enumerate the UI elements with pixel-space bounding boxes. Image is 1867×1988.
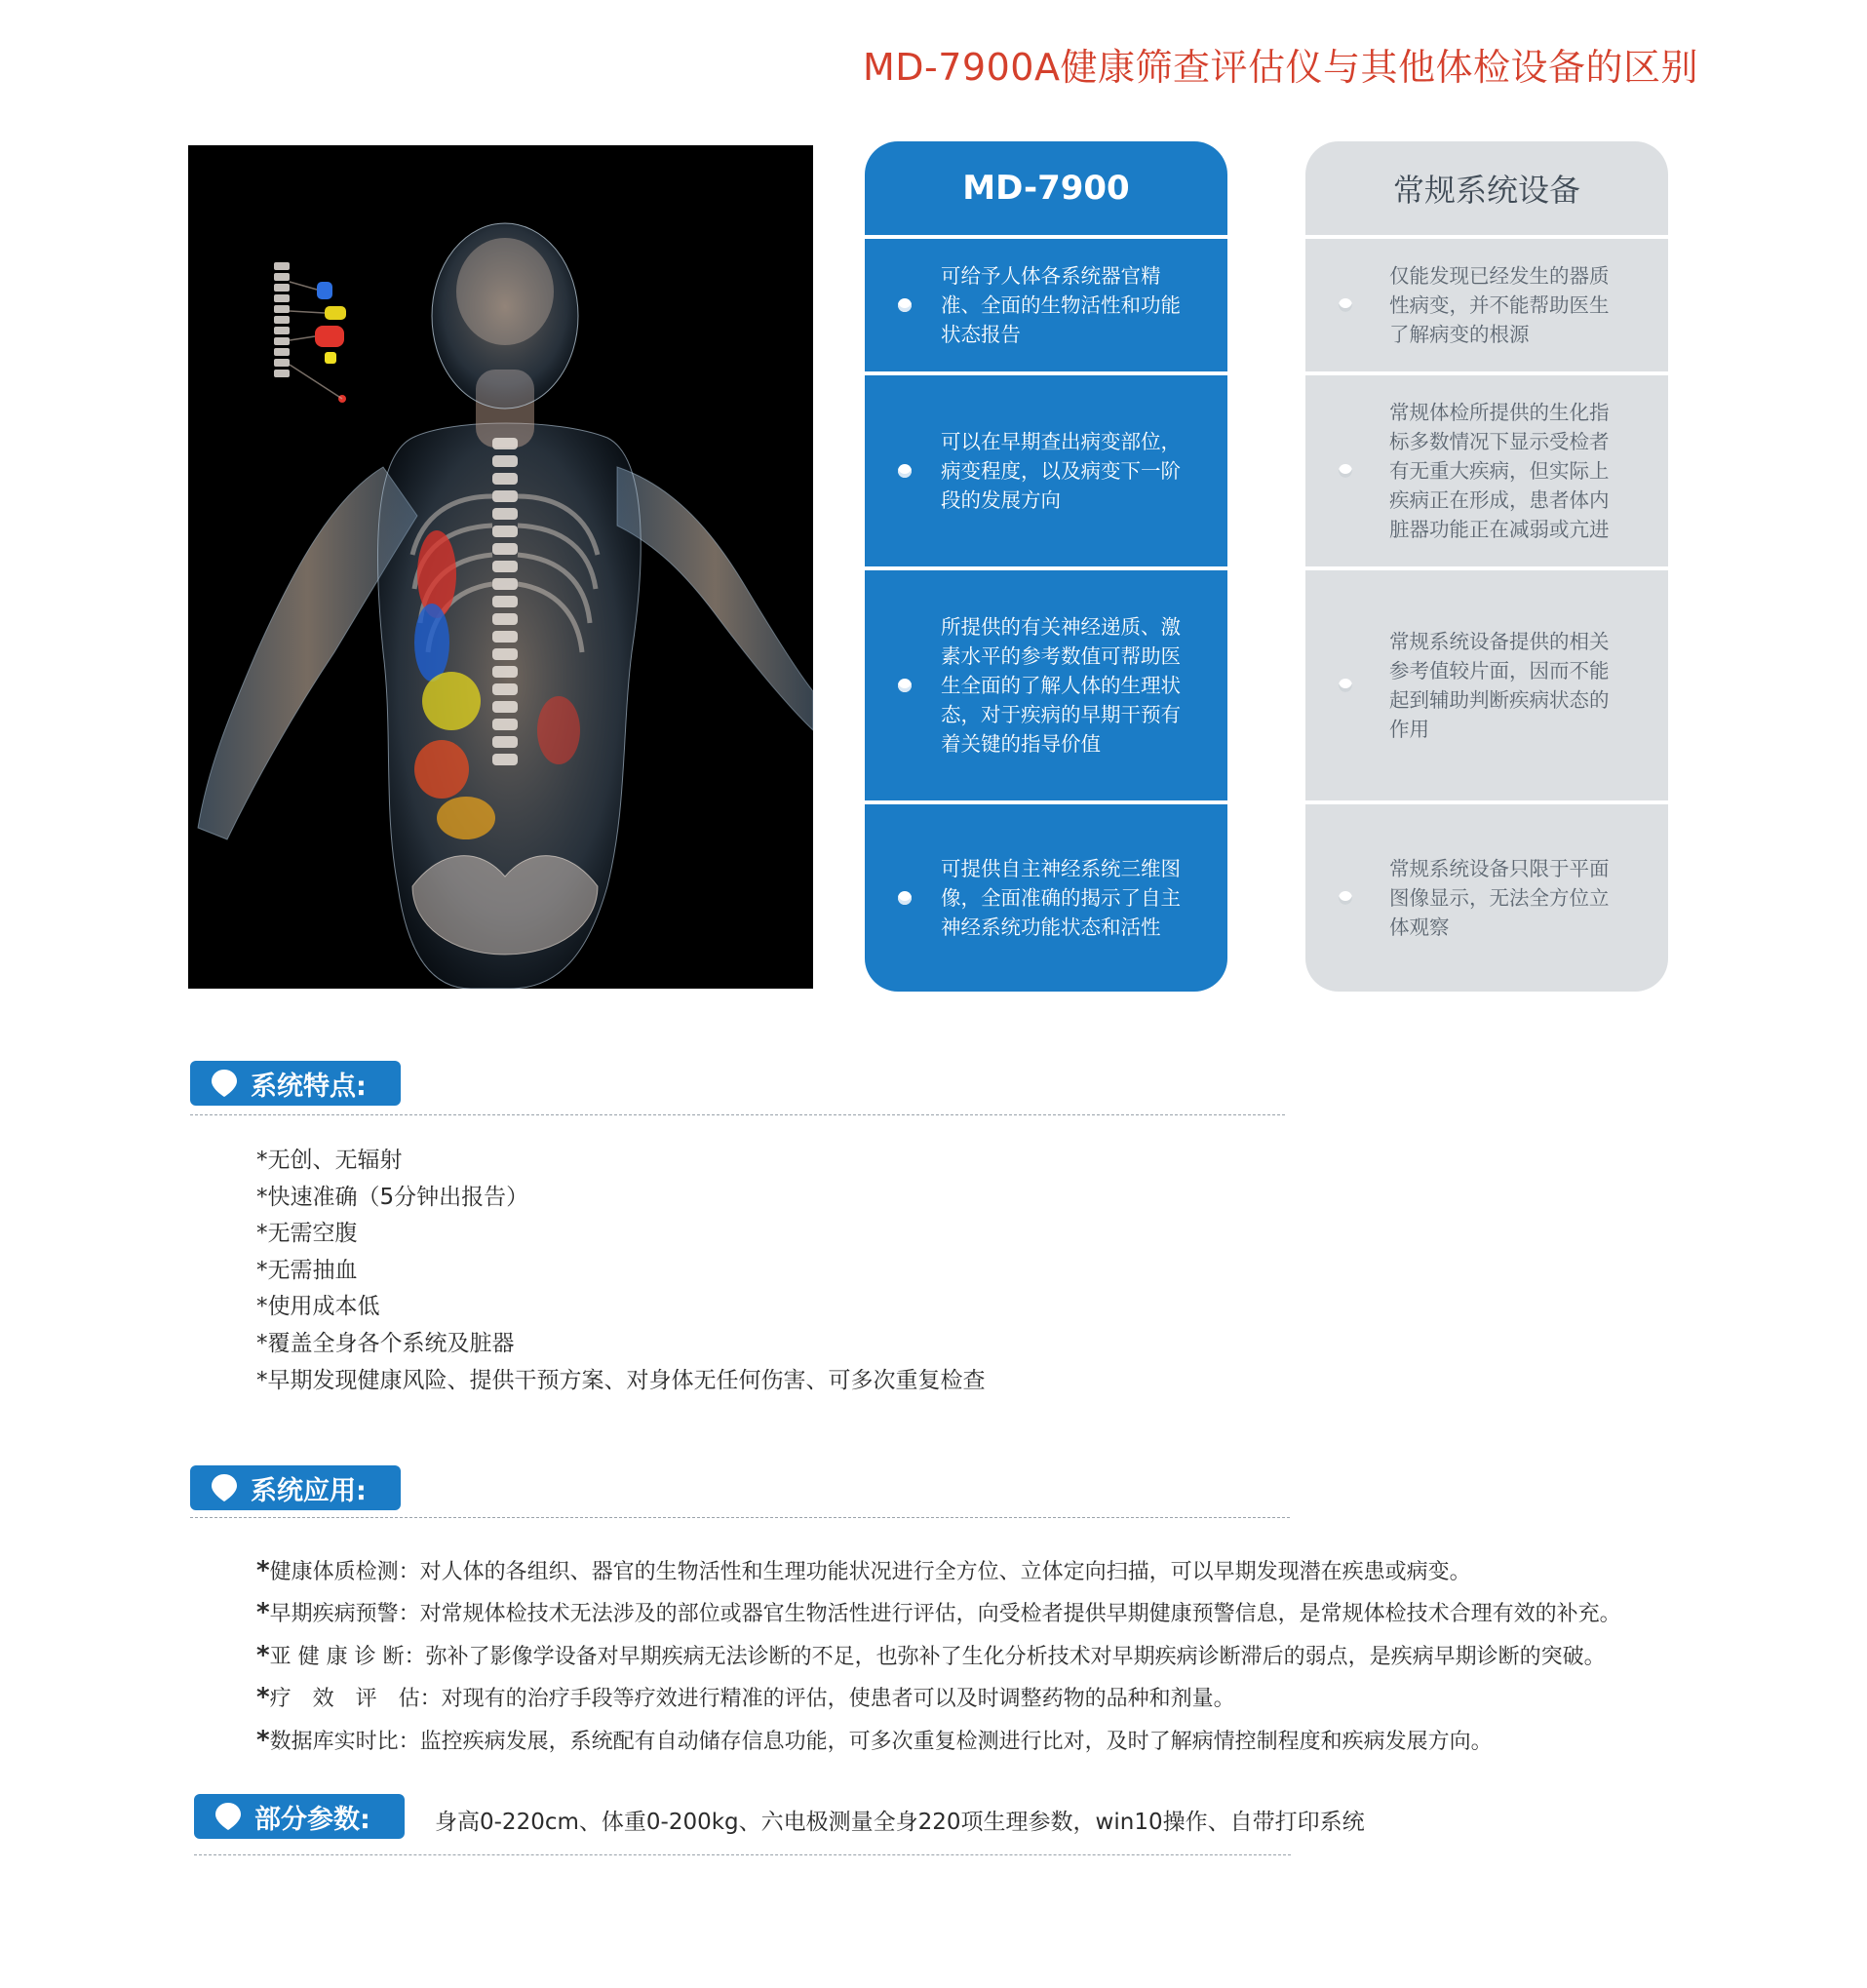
application-item	[256, 1592, 1621, 1636]
md7900-row-1-text: 可给予人体各系统器官精准、全面的生物活性和功能状态报告	[941, 264, 1181, 346]
circle-bullet-icon	[898, 891, 912, 905]
application-item	[256, 1677, 1235, 1721]
standard-row-1-text: 仅能发现已经发生的器质性病变，并不能帮助医生了解病变的根源	[1389, 264, 1610, 346]
location-pin-icon	[210, 1068, 239, 1099]
feature-item: *早期发现健康风险、提供干预方案、对身体无任何伤害、可多次重复检查	[256, 1368, 986, 1393]
feature-item: *无创、无辐射	[256, 1148, 403, 1173]
colon: ：	[404, 1645, 426, 1669]
human-body-xray-illustration	[188, 145, 813, 989]
application-text: 对人体的各组织、器官的生物活性和生理功能状况进行全方位、立体定向扫描，可以早期发现潜在疾患或病变。	[419, 1560, 1471, 1584]
md7900-row-2	[865, 375, 1227, 566]
md7900-row-1	[865, 239, 1227, 371]
standard-row-3	[1305, 570, 1668, 800]
standard-row-4	[1305, 804, 1668, 992]
standard-row-2-text: 常规体检所提供的生化指标多数情况下显示受检者有无重大疾病，但实际上疾病正在形成，患者体内脏器功能正在减弱或亢进	[1389, 401, 1610, 541]
parameters-heading: 部分参数:	[254, 1804, 370, 1835]
feature-item: *快速准确（5分钟出报告）	[256, 1185, 529, 1210]
application-text: 对常规体检技术无法涉及的部位或器官生物活性进行评估，向受检者提供早期健康预警信息，是常规体检技术合理有效的补充。	[419, 1602, 1621, 1626]
page-title: MD-7900A健康筛查评估仪与其他体检设备的区别	[863, 46, 1698, 89]
features-divider	[190, 1114, 1285, 1115]
circle-bullet-icon	[1339, 679, 1352, 692]
application-text: 弥补了影像学设备对早期疾病无法诊断的不足，也弥补了生化分析技术对早期疾病诊断滞后的弱点，是疾病早期诊断的突破。	[425, 1645, 1606, 1669]
application-label: 健康体质检测	[269, 1560, 399, 1584]
location-pin-icon	[210, 1472, 239, 1503]
parameters-divider	[194, 1854, 1291, 1855]
asterisk: *	[256, 1598, 270, 1627]
application-text: 监控疾病发展，系统配有自动储存信息功能，可多次重复检测进行比对，及时了解病情控制程度和疾病发展方向。	[419, 1730, 1493, 1754]
application-item	[256, 1550, 1471, 1594]
md7900-row-4-text: 可提供自主神经系统三维图像，全面准确的揭示了自主神经系统功能状态和活性	[941, 857, 1181, 939]
circle-bullet-icon	[1339, 891, 1352, 905]
colon: ：	[398, 1602, 420, 1626]
md7900-row-3	[865, 570, 1227, 800]
application-item	[256, 1635, 1606, 1679]
md7900-row-3-text: 所提供的有关神经递质、激素水平的参考数值可帮助医生全面的了解人体的生理状态，对于疾病的早期干预有着关键的指导价值	[941, 615, 1181, 756]
md7900-row-4	[865, 804, 1227, 992]
application-item	[256, 1720, 1493, 1764]
colon: ：	[398, 1730, 420, 1754]
md7900-row-2-text: 可以在早期查出病变部位，病变程度，以及病变下一阶段的发展方向	[941, 430, 1181, 512]
asterisk: *	[256, 1641, 270, 1670]
features-heading: 系统特点:	[251, 1071, 367, 1102]
standard-equipment-header: 常规系统设备	[1392, 172, 1580, 209]
colon: ：	[398, 1560, 420, 1584]
applications-badge	[190, 1465, 401, 1510]
circle-bullet-icon	[1339, 298, 1352, 312]
anatomy-image	[188, 145, 813, 989]
asterisk: *	[256, 1556, 270, 1585]
application-label: 早期疾病预警	[269, 1602, 399, 1626]
feature-item: *覆盖全身各个系统及脏器	[256, 1331, 515, 1356]
circle-bullet-icon	[898, 679, 912, 692]
asterisk: *	[256, 1726, 270, 1755]
standard-equipment-column	[1305, 141, 1668, 992]
md7900-header: MD-7900	[962, 169, 1130, 208]
application-label: 数据库实时比	[269, 1730, 399, 1754]
standard-row-1	[1305, 239, 1668, 371]
asterisk: *	[256, 1683, 270, 1712]
standard-row-2	[1305, 375, 1668, 566]
application-label: 亚 健 康 诊 断	[269, 1645, 405, 1669]
feature-item: *无需空腹	[256, 1221, 358, 1246]
parameters-text: 身高0-220cm、体重0-200kg、六电极测量全身220项生理参数，win10操作、自带打印系统	[435, 1810, 1365, 1835]
circle-bullet-icon	[898, 298, 912, 312]
application-text: 对现有的治疗手段等疗效进行精准的评估，使患者可以及时调整药物的品种和剂量。	[441, 1687, 1235, 1711]
standard-row-4-text: 常规系统设备只限于平面图像显示，无法全方位立体观察	[1389, 857, 1610, 939]
feature-item: *使用成本低	[256, 1294, 380, 1319]
colon: ：	[419, 1687, 442, 1711]
md7900-column	[865, 141, 1227, 992]
application-label: 疗 效 评 估	[269, 1687, 420, 1711]
circle-bullet-icon	[898, 464, 912, 478]
standard-row-3-text: 常规系统设备提供的相关参考值较片面，因而不能起到辅助判断疾病状态的作用	[1389, 630, 1610, 741]
feature-item: *无需抽血	[256, 1258, 358, 1283]
parameters-badge	[194, 1794, 405, 1839]
applications-heading: 系统应用:	[251, 1475, 367, 1506]
features-badge	[190, 1061, 401, 1106]
circle-bullet-icon	[1339, 464, 1352, 478]
applications-divider	[190, 1517, 1290, 1518]
location-pin-icon	[214, 1801, 243, 1832]
